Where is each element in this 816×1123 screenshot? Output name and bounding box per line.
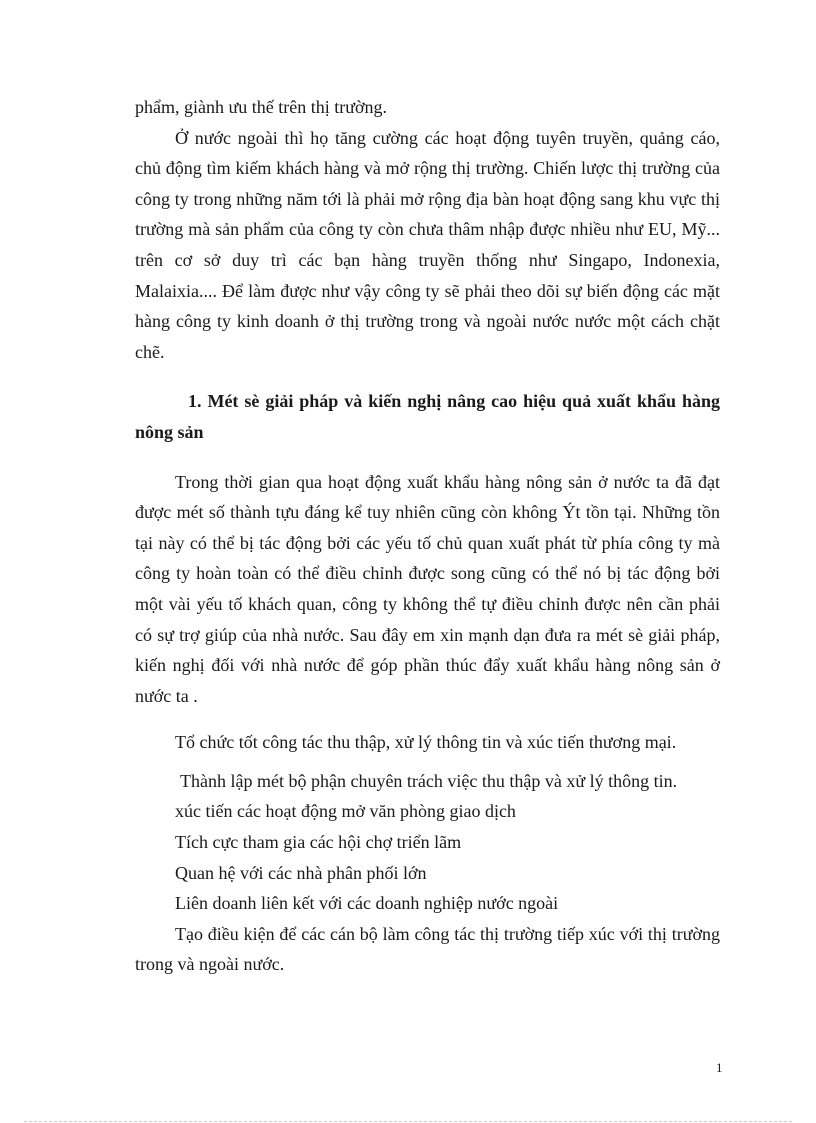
page-number: 1: [716, 1060, 723, 1075]
paragraph-section-intro: Trong thời gian qua hoạt động xuất khẩu hàng nông sản ở nước ta đã đạt được mét số thành tựu đáng kể tuy nhiên cũng còn không Ýt tồn tại. Những tồn tại này có thể bị tác động bởi các yếu tố chủ quan xuất phát từ phía công ty mà công ty hoàn toàn có thể điều chỉnh được song cũng có thể nó bị tác động bởi một vài yếu tố khách quan, công ty không thể tự điều chỉnh được nên cần phải có sự trợ giúp của nhà nước. Sau đây em xin mạnh dạn đưa ra mét sè giải pháp, kiến nghị đối với nhà nước để góp phần thúc đẩy xuất khẩu hàng nông sản ở nước ta .: [135, 471, 720, 706]
list-item: xúc tiến các hoạt động mở văn phòng giao dịch: [175, 801, 516, 822]
page-bottom-rule: [24, 1121, 792, 1122]
list-item: Tích cực tham gia các hội chợ triển lãm: [175, 832, 462, 853]
list-item: Tổ chức tốt công tác thu thập, xử lý thông tin và xúc tiến thương mại.: [175, 732, 677, 753]
document-body: [135, 92, 720, 980]
list-item: Liên doanh liên kết với các doanh nghiệp nước ngoài: [175, 893, 559, 914]
paragraph-foreign-market: Ở nước ngoài thì họ tăng cường các hoạt động tuyên truyền, quảng cáo, chủ động tìm kiếm khách hàng và mở rộng thị trường. Chiến lược thị trường của công ty trong những năm tới là phải mở rộng địa bàn hoạt động sang khu vực thị trường mà sản phẩm của công ty còn chưa thâm nhập được nhiều như EU, Mỹ... trên cơ sở duy trì các bạn hàng truyền thống như Singapo, Indonexia, Malaixia.... Để làm được như vậy công ty sẽ phải theo dõi sự biến động các mặt hàng công ty kinh doanh ở thị trường trong và ngoài nước nước một cách chặt chẽ.: [135, 127, 720, 362]
list-item: Quan hệ với các nhà phân phối lớn: [175, 862, 427, 883]
paragraph-closing: Tạo điều kiện để các cán bộ làm công tác thị trường tiếp xúc với thị trường trong và ngoài nước.: [135, 923, 720, 975]
list-item: Thành lập mét bộ phận chuyên trách việc thu thập và xử lý thông tin.: [180, 770, 678, 791]
paragraph-continuation: phẩm, giành ưu thế trên thị trường.: [135, 97, 387, 117]
section-heading: 1. Mét sè giải pháp và kiến nghị nâng cao hiệu quả xuất khẩu hàng nông sản: [135, 391, 720, 442]
